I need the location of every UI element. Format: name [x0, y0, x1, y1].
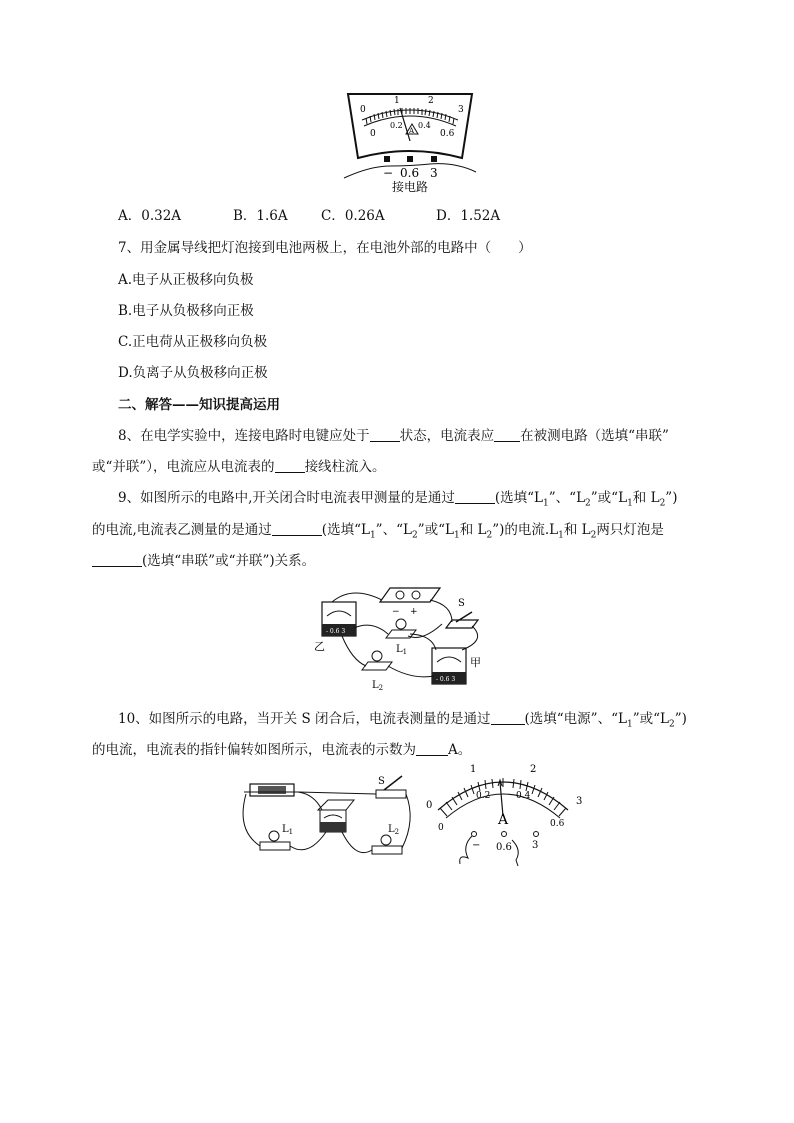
switch: [376, 776, 406, 798]
ammeter-dial-figure: [340, 86, 480, 196]
dial-bottom-0: 0: [370, 129, 376, 139]
q9-text11: 和 L: [459, 522, 487, 538]
q10-text6: A。: [448, 742, 472, 758]
terminal-3: 3: [430, 166, 438, 180]
dial-top-2: 2: [428, 96, 434, 106]
q9-text5: 和 L: [632, 490, 660, 506]
bulb-l2-label: $L_2$: [388, 824, 400, 836]
q9-blank2[interactable]: [272, 521, 322, 536]
ammeter-jia: [432, 648, 481, 684]
q9-text7: 的电流,电流表乙测量的是通过: [92, 522, 272, 538]
ammeter-dial-figure-q10: [418, 760, 588, 868]
bulb-l2-label: $L_2$: [372, 680, 384, 692]
ammeter-jia-label: 甲: [470, 656, 481, 669]
dial-bottom-0: 0: [438, 823, 444, 833]
q6-options: [118, 207, 500, 225]
terminal-minus: −: [383, 166, 394, 180]
q8-line2: [92, 458, 386, 476]
terminal-3: 3: [532, 840, 539, 851]
q10-text2: (选填“电源”、“L: [524, 711, 627, 727]
q10-sub: 2: [668, 719, 675, 730]
dial-top-0: 0: [426, 800, 433, 811]
q8-text4: 或“并联”），电流应从电流表的: [92, 459, 275, 475]
q9-text3: ”、“L: [548, 490, 586, 506]
dial-top-1: 1: [470, 764, 477, 775]
q9-sub: 2: [590, 530, 597, 541]
battery-plus: +: [410, 607, 418, 617]
q9-text6: ”): [665, 490, 678, 506]
q8-blank2[interactable]: [494, 427, 520, 442]
circuit-figure-q9: [312, 580, 490, 698]
dial-caption: 接电路: [392, 180, 429, 194]
q9-text14: 两只灯泡是: [596, 522, 664, 538]
dial-bottom-3: 0.6: [550, 819, 565, 829]
dial-symbol: A: [498, 812, 509, 828]
dial-top-2: 2: [530, 764, 537, 775]
q9-sub: 2: [411, 530, 418, 541]
q10-text1: 10、如图所示的电路，当开关 S 闭合后，电流表测量的是通过: [118, 711, 491, 727]
dial-bottom-2: 0.4: [516, 791, 531, 801]
bulb-l1-label: $L_1$: [282, 824, 294, 836]
q10-text3: ”或“L: [632, 711, 669, 727]
q9-sub: 1: [369, 530, 376, 541]
dial-top-3: 3: [576, 796, 583, 807]
dial-needle: [500, 782, 503, 816]
q9-text15: (选填“串联”或“并联”)关系。: [142, 553, 316, 569]
q6-option-d[interactable]: D．1.52A: [436, 208, 501, 224]
dial-symbol: A: [409, 127, 415, 135]
q9-sub: 1: [627, 498, 633, 509]
q10-line2: [92, 741, 471, 759]
q9-text12: ”)的电流.L: [492, 522, 559, 538]
q8-blank1[interactable]: [370, 427, 400, 442]
terminal-06: 0.6: [400, 166, 420, 180]
dial-top-1: 1: [394, 96, 400, 106]
q8-text5: 接线柱流入。: [304, 459, 386, 475]
q10-blank2[interactable]: [416, 741, 448, 756]
ammeter-yi: [314, 602, 356, 653]
circuit-figure-q10: [238, 770, 418, 866]
dial-bottom-3: 0.6: [440, 129, 455, 139]
q9-line1: [118, 489, 677, 513]
q9-line3: [92, 552, 315, 570]
q10-text5: 的电流，电流表的指针偏转如图所示，电流表的示数为: [92, 742, 416, 758]
dial-bottom-1: 0.2: [390, 121, 403, 130]
q7-option-a[interactable]: A.电子从正极移向负极: [118, 272, 254, 288]
q6-option-b[interactable]: B．1.6A: [233, 208, 288, 224]
q8-text3: 在被测电路（选填“串联”: [520, 428, 669, 444]
q9-sub: 2: [659, 498, 666, 509]
terminal-minus: −: [472, 840, 481, 851]
dial-top-0: 0: [360, 105, 366, 115]
q10-line1: [118, 710, 687, 734]
q9-text10: ”或“L: [417, 522, 454, 538]
dial-bottom-1: 0.2: [476, 791, 491, 801]
q6-option-c[interactable]: C．0.26A: [321, 208, 385, 224]
battery-holder: [380, 588, 440, 617]
q9-text13: 和 L: [563, 522, 591, 538]
meter-yi-terms: - 0.6 3: [326, 628, 346, 635]
q9-sub: 1: [543, 498, 549, 509]
battery: [244, 784, 300, 796]
q6-option-a[interactable]: A．0.32A: [118, 208, 182, 224]
q10-blank1[interactable]: [491, 710, 525, 725]
q9-text1: 9、如图所示的电路中,开关闭合时电流表甲测量的是通过: [118, 490, 455, 506]
ammeter: [318, 800, 354, 832]
q9-sub: 1: [453, 530, 460, 541]
q9-sub: 1: [558, 530, 564, 541]
bulb-l2: [372, 824, 402, 854]
meter-jia-terms: - 0.6 3: [436, 676, 456, 683]
q9-blank1[interactable]: [455, 489, 495, 504]
switch: [446, 598, 478, 628]
dial-top-3: 3: [458, 105, 464, 115]
q10-text4: ”): [674, 711, 687, 727]
q10-sub: 1: [626, 719, 633, 730]
bulb-l2: [362, 651, 392, 692]
q7-option-d[interactable]: D.负离子从负极移向正极: [118, 365, 268, 381]
q9-text8: (选填“L: [321, 522, 370, 538]
bulb-l1-label: $L_1$: [396, 644, 408, 656]
q8-line1: [118, 427, 669, 445]
q8-blank3[interactable]: [275, 458, 305, 473]
q7-option-c[interactable]: C.正电荷从正极移向负极: [118, 334, 268, 350]
q7-stem: 7、用金属导线把灯泡接到电池两极上，在电池外部的电路中（ ）: [118, 240, 532, 256]
q9-blank3[interactable]: [92, 552, 142, 567]
switch-label: S: [378, 776, 385, 787]
ammeter-yi-label: 乙: [314, 640, 325, 653]
q9-text9: ”、“L: [375, 522, 412, 538]
q9-text4: ”或“L: [590, 490, 628, 506]
battery-minus: −: [392, 607, 400, 617]
q9-sub: 2: [486, 530, 493, 541]
switch-label: S: [458, 598, 465, 609]
q9-sub: 2: [585, 498, 591, 509]
bulb-l1: [260, 824, 293, 850]
terminal-06: 0.6: [496, 842, 512, 853]
dial-bottom-2: 0.4: [418, 121, 431, 130]
q7-option-b[interactable]: B.电子从负极移向正极: [118, 303, 254, 319]
q9-line2: [92, 521, 664, 545]
q8-text2: 状态，电流表应: [399, 428, 495, 444]
q8-text1: 8、在电学实验中，连接电路时电键应处于: [118, 428, 370, 444]
section-heading: 二、解答——知识提高运用: [118, 397, 280, 413]
q9-text2: (选填“L: [494, 490, 544, 506]
